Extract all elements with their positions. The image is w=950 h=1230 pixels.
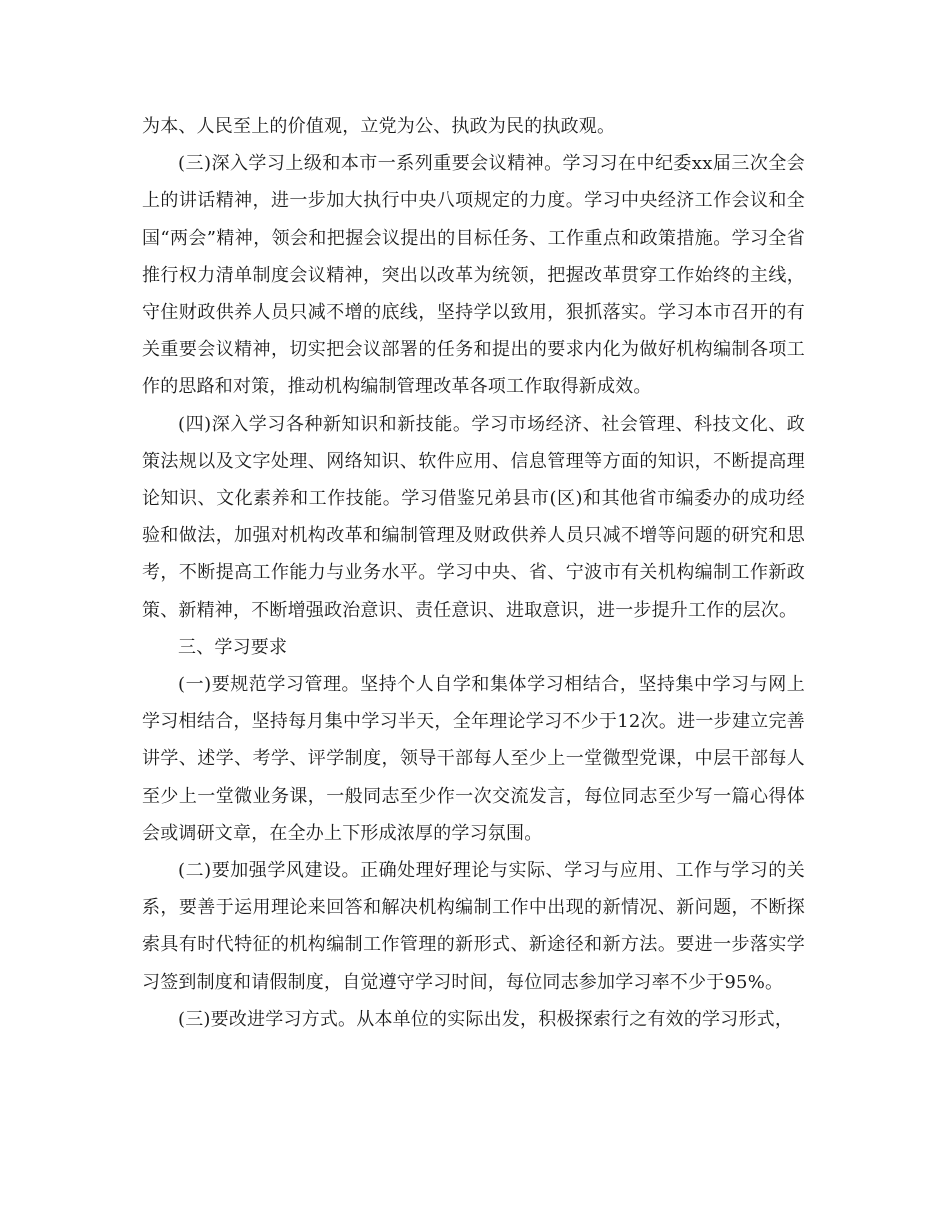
paragraph-requirement-3: (三)要改进学习方式。从本单位的实际出发，积极探索行之有效的学习形式， <box>178 1008 794 1030</box>
paragraph-continuation: 为本、人民至上的价值观，立党为公、执政为民的执政观。 <box>142 116 616 137</box>
paragraph-requirement-1: (一)要规范学习管理。坚持个人自学和集体学习相结合，坚持集中学习与网上学习相结合，坚持每月集中学习半天，全年理论学习不少于12次。进一步建立完善讲学、述学、考学、评学制度，领导干部每人至少上一堂微型党课，中层干部每人至少上一堂微业务课，一般同志至少作一次交流发言，每位同志至少写一篇心得体会或调研文章，在全办上下形成浓厚的学习氛围。 <box>142 674 805 844</box>
paragraph-section-4: (四)深入学习各种新知识和新技能。学习市场经济、社会管理、科技文化、政策法规以及文字处理、网络知识、软件应用、信息管理等方面的知识，不断提高理论知识、文化素养和工作技能。学习借鉴兄弟县市(区)和其他省市编委办的成功经验和做法，加强对机构改革和编制管理及财政供养人员只减不增等问题的研究和思考，不断提高工作能力与业务水平。学习中央、省、宁波市有关机构编制工作新政策、新精神，不断增强政治意识、责任意识、进取意识，进一步提升工作的层次。 <box>142 413 805 621</box>
section-heading-study-requirements: 三、学习要求 <box>178 636 288 658</box>
document-body <box>142 108 805 1038</box>
paragraph-requirement-2: (二)要加强学风建设。正确处理好理论与实际、学习与应用、工作与学习的关系，要善于运用理论来回答和解决机构编制工作中出现的新情况、新问题，不断探索具有时代特征的机构编制工作管理的新形式、新途径和新方法。要进一步落实学习签到制度和请假制度，自觉遵守学习时间，每位同志参加学习率不少于95%。 <box>142 860 805 993</box>
paragraph-section-3: (三)深入学习上级和本市一系列重要会议精神。学习习在中纪委xx届三次全会上的讲话精神，进一步加大执行中央八项规定的力度。学习中央经济工作会议和全国“两会”精神，领会和把握会议提出的目标任务、工作重点和政策措施。学习全省推行权力清单制度会议精神，突出以改革为统领，把握改革贯穿工作始终的主线，守住财政供养人员只减不增的底线，坚持学以致用，狠抓落实。学习本市召开的有关重要会议精神，切实把会议部署的任务和提出的要求内化为做好机构编制各项工作的思路和对策，推动机构编制管理改革各项工作取得新成效。 <box>142 153 805 398</box>
